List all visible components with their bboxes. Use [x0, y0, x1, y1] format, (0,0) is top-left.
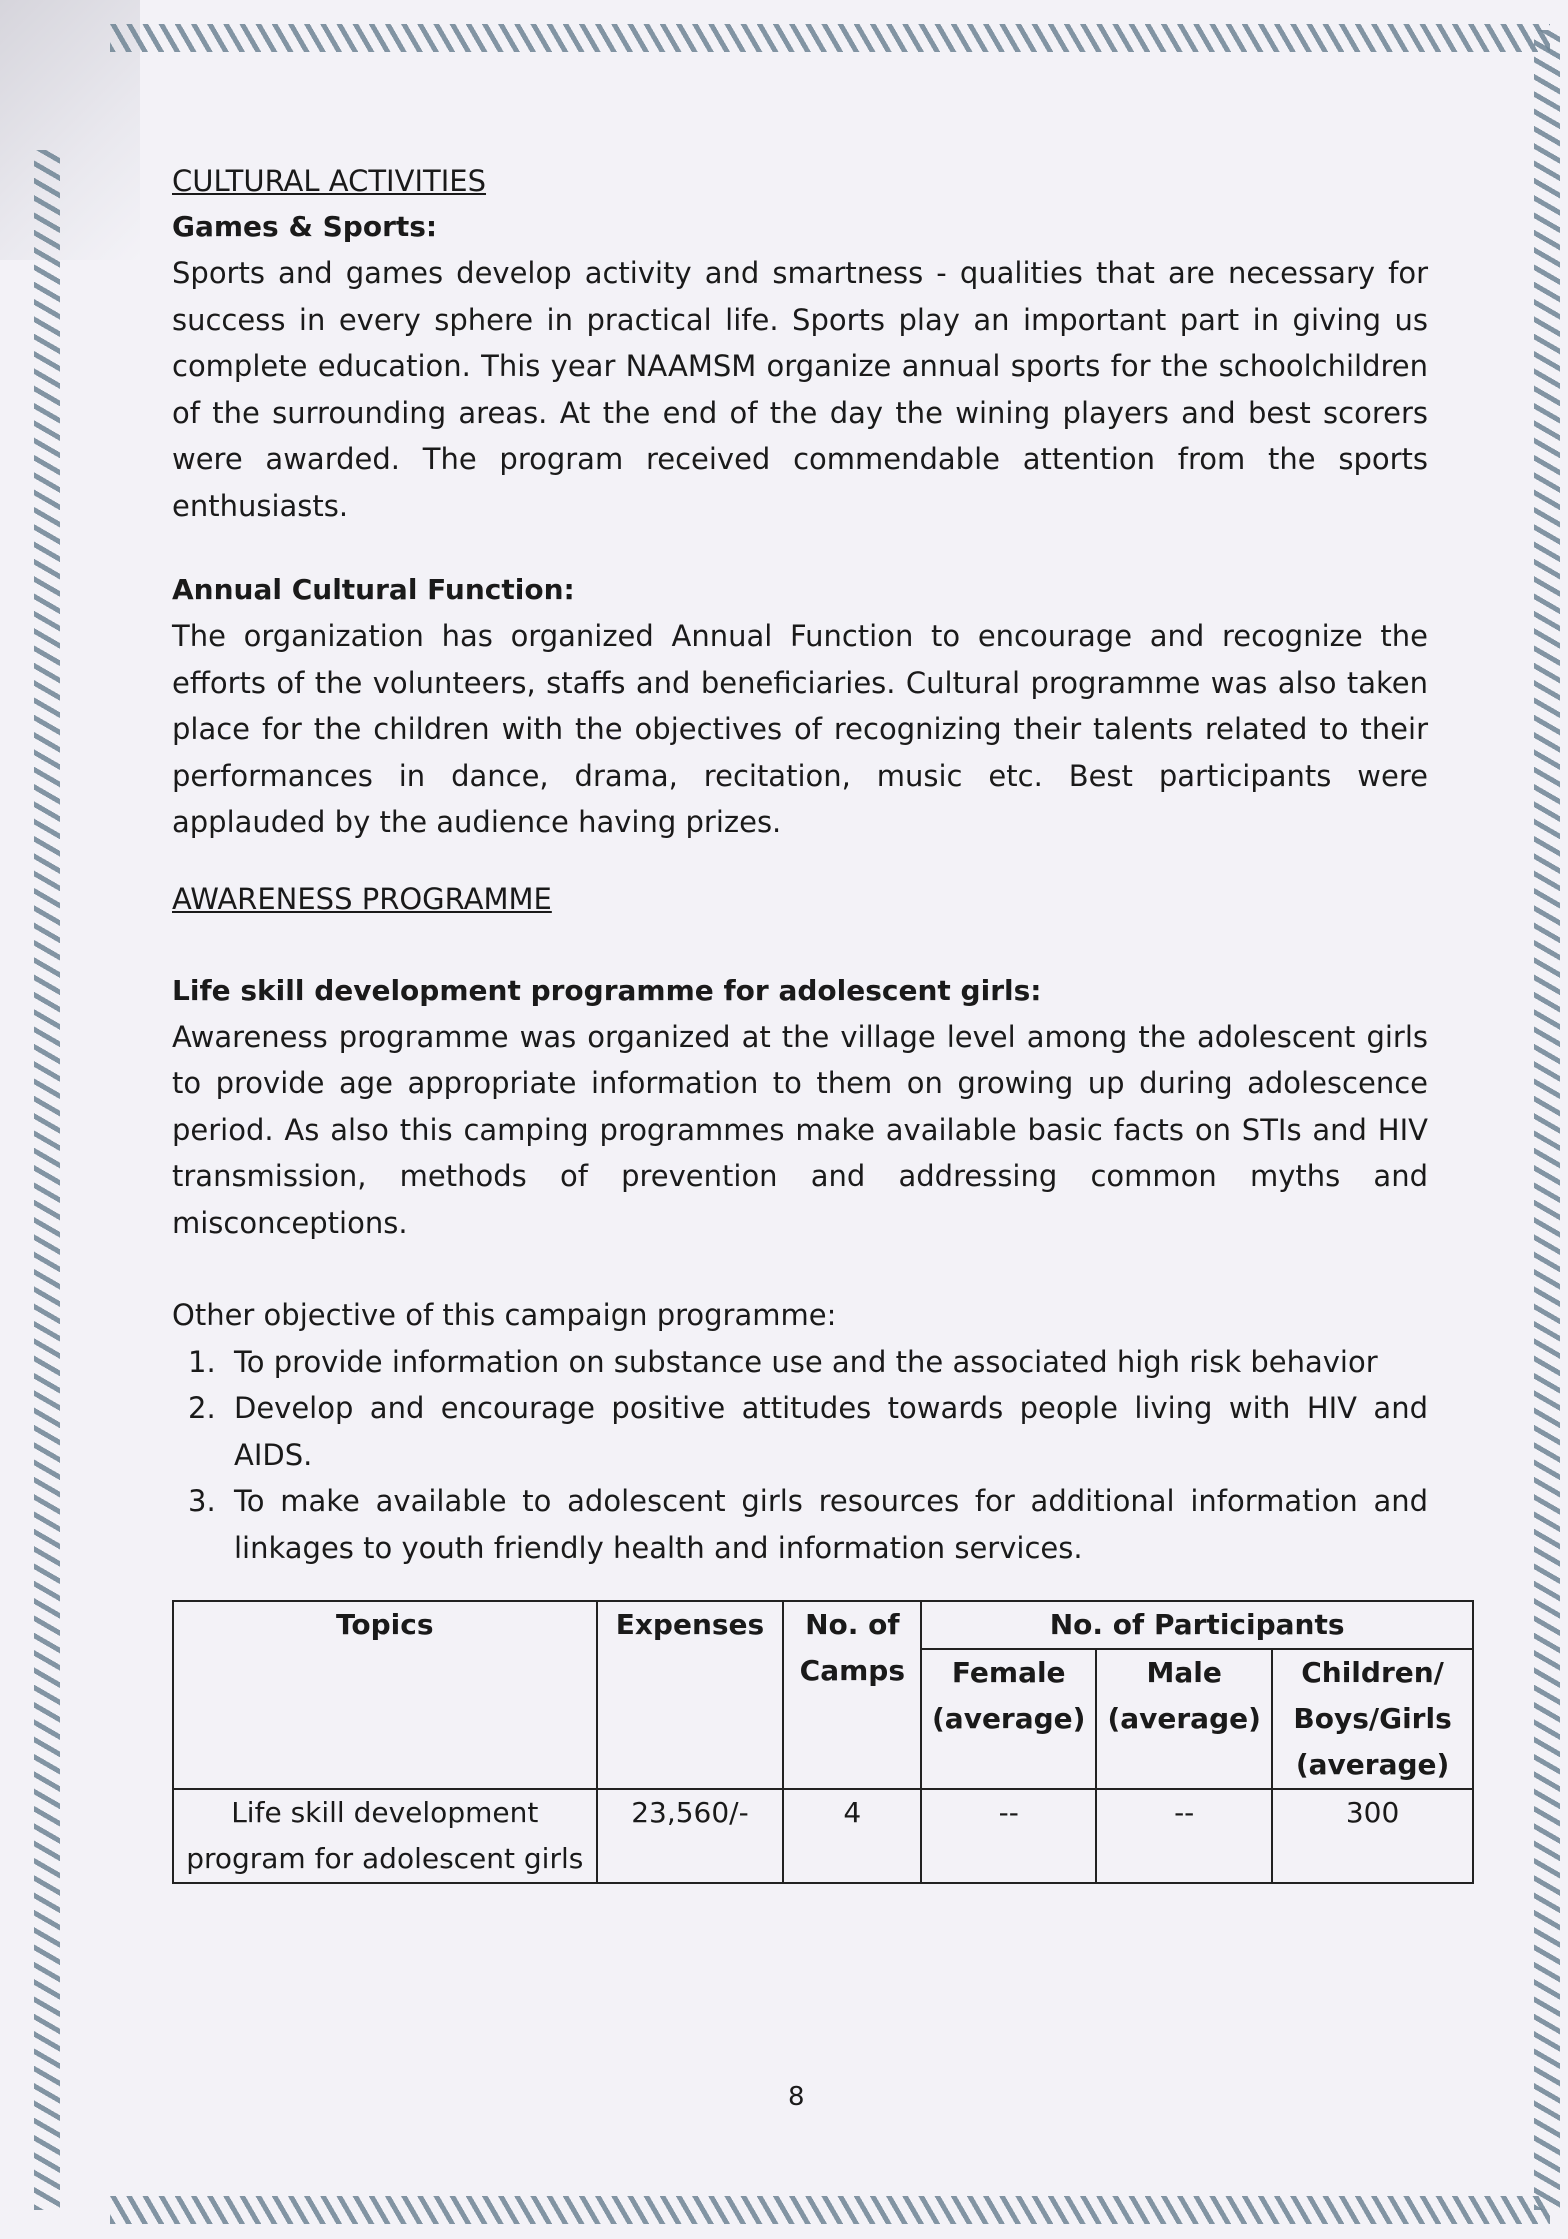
header-male: Male (average)	[1096, 1649, 1272, 1789]
games-sports-paragraph: Sports and games develop activity and smartness - qualities that are necessary for success in every sphere in practical life. Sports play an important part in giving us complete education. This year NAAMSM organize annual sports for the schoolchildren of the surrounding areas. At the end of the day the wining players and best scorers were awarded. The program received commendable attention from the sports enthusiasts.	[172, 256, 1428, 523]
lifeskill-title: Life skill development programme for adolescent girls:	[172, 973, 1042, 1007]
objective-item: To make available to adolescent girls resources for additional information and linkages to youth friendly health and information services.	[234, 1484, 1428, 1565]
objective-item: Develop and encourage positive attitudes towards people living with HIV and AIDS.	[234, 1391, 1428, 1472]
header-camps: No. of Camps	[783, 1601, 921, 1789]
cultural-activities-heading: CULTURAL ACTIVITIES	[172, 164, 487, 198]
cell-children: 300	[1272, 1789, 1473, 1883]
header-female: Female (average)	[921, 1649, 1096, 1789]
cell-topic: Life skill development program for adolescent girls	[173, 1789, 597, 1883]
objectives-intro: Other objective of this campaign programme:	[172, 1298, 837, 1332]
objectives-list	[172, 1339, 1428, 1572]
header-participants: No. of Participants	[921, 1601, 1473, 1649]
page-number: 8	[788, 2082, 805, 2112]
cell-female: --	[921, 1789, 1096, 1883]
header-children: Children/ Boys/Girls (average)	[1272, 1649, 1473, 1789]
cell-male: --	[1096, 1789, 1272, 1883]
annual-function-paragraph: The organization has organized Annual Function to encourage and recognize the efforts of the volunteers, staffs and beneficiaries. Cultural programme was also taken place for the children with the objectives of recognizing their talents related to their performances in dance, drama, recitation, music etc. Best participants were applauded by the audience having prizes.	[172, 619, 1428, 839]
header-topics: Topics	[173, 1601, 597, 1789]
decorative-border-right	[1534, 30, 1560, 2210]
awareness-programme-heading: AWARENESS PROGRAMME	[172, 881, 552, 916]
games-sports-title: Games & Sports:	[172, 210, 438, 243]
lifeskill-paragraph: Awareness programme was organized at the village level among the adolescent girls to provide age appropriate information to them on growing up during adolescence period. As also this camping programmes make available basic facts on STIs and HIV transmission, methods of prevention and addressing common myths and misconceptions.	[172, 1019, 1428, 1240]
table-row	[173, 1789, 1473, 1883]
decorative-border-left	[34, 150, 60, 2210]
decorative-border-bottom	[110, 2196, 1550, 2224]
participants-table	[172, 1600, 1474, 1884]
annual-function-title: Annual Cultural Function:	[172, 573, 575, 606]
main-content	[172, 158, 1428, 1571]
cell-camps: 4	[783, 1789, 921, 1883]
cell-expenses: 23,560/-	[597, 1789, 784, 1883]
decorative-border-top	[110, 24, 1550, 52]
objective-item: To provide information on substance use and the associated high risk behavior	[234, 1344, 1378, 1379]
header-expenses: Expenses	[597, 1601, 784, 1789]
